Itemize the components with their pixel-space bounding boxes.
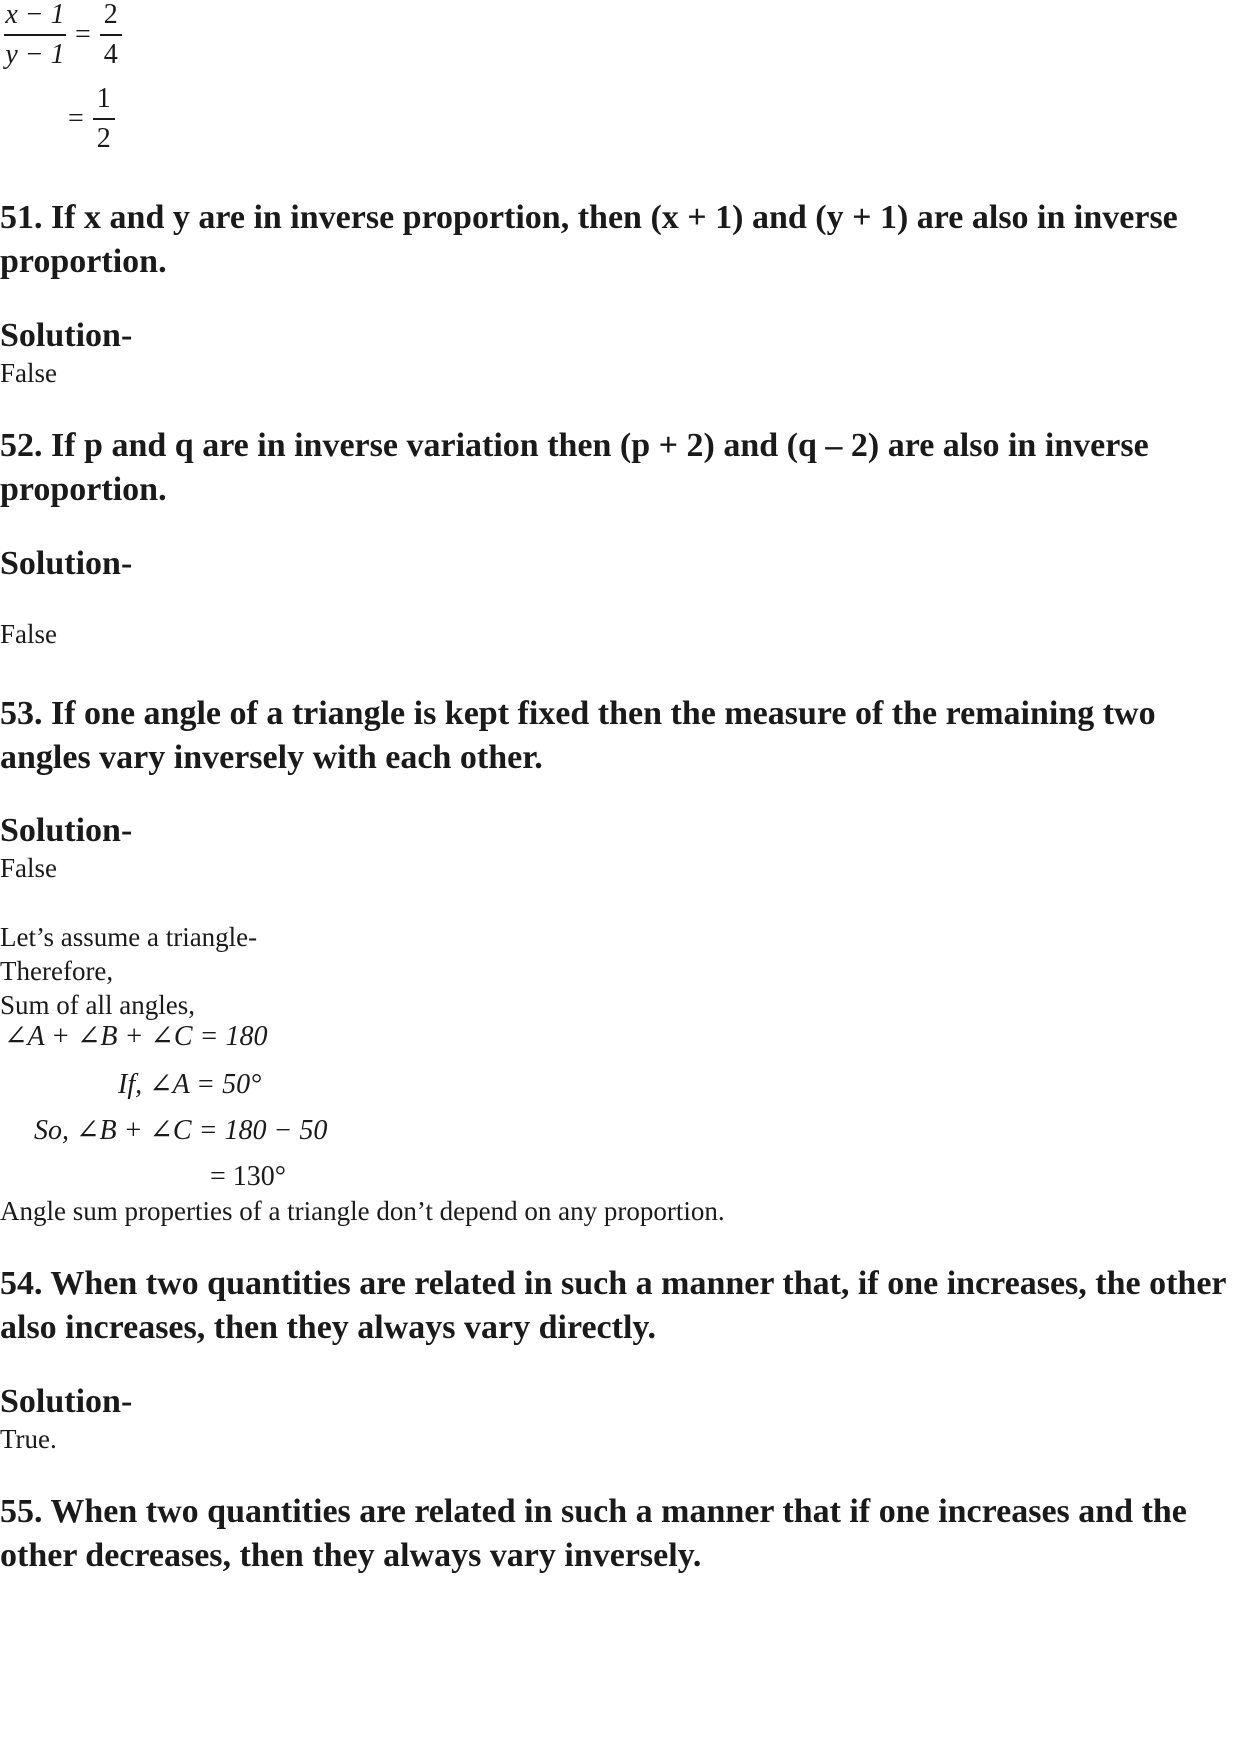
question-text: If x and y are in inverse proportion, then (x + 1) and (y + 1) are also in inverse proportion. bbox=[0, 199, 1178, 280]
question-text: If one angle of a triangle is kept fixed then the measure of the remaining two angles vary inversely with each other. bbox=[0, 695, 1156, 776]
fraction-equation-2 bbox=[68, 80, 115, 158]
question-53 bbox=[0, 692, 1244, 780]
solution-label: Solution- bbox=[0, 317, 133, 354]
question-number: 54. bbox=[0, 1265, 43, 1302]
question-number: 52. bbox=[0, 427, 43, 464]
question-55 bbox=[0, 1490, 1244, 1578]
question-number: 51. bbox=[0, 199, 43, 236]
question-number: 55. bbox=[0, 1493, 43, 1530]
fraction-equation-1 bbox=[4, 0, 122, 74]
answer-text: False bbox=[0, 619, 57, 649]
explanation-line: Therefore, bbox=[0, 956, 114, 986]
question-number: 53. bbox=[0, 695, 43, 732]
answer-text: False bbox=[0, 853, 57, 883]
answer-text: False bbox=[0, 358, 57, 388]
question-text: When two quantities are related in such a manner that if one increases and the other decreases, then they always vary inversely. bbox=[0, 1493, 1187, 1574]
question-52 bbox=[0, 424, 1244, 512]
question-51 bbox=[0, 196, 1244, 284]
explanation-line: Let’s assume a triangle- bbox=[0, 922, 258, 952]
question-54 bbox=[0, 1262, 1244, 1350]
given-angle-equation: If, ∠A = 50° bbox=[118, 1069, 262, 1100]
question-text: If p and q are in inverse variation then (p + 2) and (q – 2) are also in inverse proportion. bbox=[0, 427, 1149, 508]
remaining-angles-equation: So, ∠B + ∠C = 180 − 50 bbox=[34, 1115, 328, 1146]
equals-sign: = bbox=[75, 19, 91, 50]
denominator: y − 1 bbox=[5, 39, 65, 70]
solution-label: Solution- bbox=[0, 812, 133, 849]
solution-label: Solution- bbox=[0, 545, 133, 582]
answer-text: True. bbox=[0, 1424, 57, 1454]
angle-sum-equation: ∠A + ∠B + ∠C = 180 bbox=[4, 1021, 268, 1052]
numerator: x − 1 bbox=[5, 0, 65, 30]
explanation-line: Sum of all angles, bbox=[0, 990, 195, 1020]
fraction-rhs-2: $\frac{1}{2}$ bbox=[93, 80, 115, 158]
equals-sign: = bbox=[68, 103, 84, 134]
result-equation: = 130° bbox=[210, 1161, 286, 1192]
question-text: When two quantities are related in such a manner that, if one increases, the other also increases, then they always vary directly. bbox=[0, 1265, 1226, 1346]
fraction-rhs-1: $\frac{2}{4}$ bbox=[100, 0, 122, 74]
solution-label: Solution- bbox=[0, 1383, 133, 1420]
explanation-conclusion: Angle sum properties of a triangle don’t depend on any proportion. bbox=[0, 1196, 725, 1226]
fraction-lhs bbox=[4, 0, 66, 74]
